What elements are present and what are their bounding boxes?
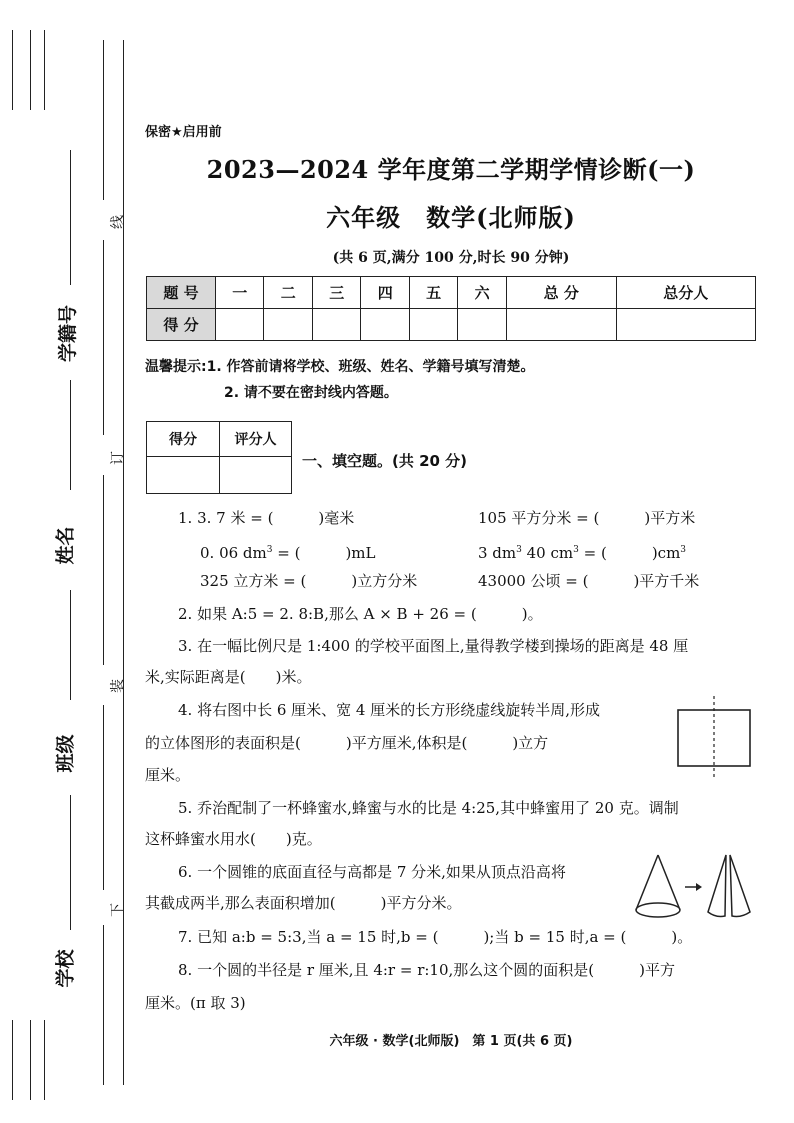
confidential-label: 保密★启用前 bbox=[145, 125, 222, 140]
field-label-name: 姓名 bbox=[54, 526, 77, 565]
binding-edge-line bbox=[30, 30, 31, 110]
score-row-label: 得 分 bbox=[147, 309, 216, 341]
question-6-line1: 6. 一个圆锥的底面直径与高都是 7 分米,如果从顶点沿高将 bbox=[178, 863, 566, 881]
question-1a: 1. 3. 7 米 = ( )毫米 bbox=[178, 509, 355, 527]
field-label-student-id: 学籍号 bbox=[57, 304, 80, 363]
question-1f: 43000 公顷 = ( )平方千米 bbox=[478, 572, 700, 590]
question-1e: 325 立方米 = ( )立方分米 bbox=[200, 572, 418, 590]
score-blank bbox=[361, 309, 409, 341]
score-cell: 五 bbox=[409, 277, 457, 309]
page-footer: 六年级 · 数学(北师版) 第 1 页(共 6 页) bbox=[329, 1034, 573, 1049]
name-write-line bbox=[70, 380, 71, 490]
seal-word: 订 bbox=[110, 451, 126, 465]
grader-score-label: 得分 bbox=[147, 422, 220, 457]
question-1d: 3 $dm^3$ 40 $cm^3$ = ( )$cm^3$ bbox=[478, 544, 687, 562]
question-8-line1: 8. 一个圆的半径是 r 厘米,且 4:r = r:10,那么这个圆的面积是( )平方 bbox=[178, 961, 675, 979]
score-cell: 三 bbox=[312, 277, 360, 309]
grader-name-label: 评分人 bbox=[220, 422, 292, 457]
tip-line-1: 温馨提示:1. 作答前请将学校、班级、姓名、学籍号填写清楚。 bbox=[145, 359, 535, 375]
score-cell: 总 分 bbox=[506, 277, 616, 309]
exam-title: 2023—2024 学年度第二学期学情诊断(一) bbox=[206, 155, 696, 184]
question-1b: 105 平方分米 = ( )平方米 bbox=[478, 509, 696, 527]
cone-figure bbox=[628, 850, 758, 925]
seal-line bbox=[103, 240, 104, 435]
question-4-line1: 4. 将右图中长 6 厘米、宽 4 厘米的长方形绕虚线旋转半周,形成 bbox=[178, 701, 601, 719]
binding-edge-line bbox=[12, 1020, 13, 1100]
score-table-score-row bbox=[147, 309, 756, 341]
question-3-line1: 3. 在一幅比例尺是 1:400 的学校平面图上,量得教学楼到操场的距离是 48 厘 bbox=[178, 637, 689, 655]
name-write-line bbox=[70, 150, 71, 285]
question-3-line2: 米,实际距离是( )米。 bbox=[145, 668, 312, 686]
score-table-header-row bbox=[147, 277, 756, 309]
exam-info: (共 6 页,满分 100 分,时长 90 分钟) bbox=[332, 250, 570, 266]
binding-edge-line bbox=[44, 30, 45, 110]
binding-edge-line bbox=[30, 1020, 31, 1100]
score-cell: 四 bbox=[361, 277, 409, 309]
field-label-class: 班级 bbox=[54, 734, 77, 773]
question-1c: 0. 06 $dm^3$ = ( )mL bbox=[200, 544, 376, 562]
question-2: 2. 如果 A:5 = 2. 8:B,那么 A × B + 26 = ( )。 bbox=[178, 605, 543, 623]
grader-box bbox=[146, 421, 292, 494]
seal-word: 装 bbox=[110, 679, 126, 693]
score-table bbox=[146, 276, 756, 341]
question-4-line3: 厘米。 bbox=[145, 766, 191, 784]
name-write-line bbox=[70, 795, 71, 930]
rectangle-figure bbox=[670, 693, 758, 783]
seal-line bbox=[103, 40, 104, 200]
binding-edge-line bbox=[44, 1020, 45, 1100]
seal-line bbox=[103, 925, 104, 1085]
name-write-line bbox=[70, 590, 71, 700]
seal-word: 下 bbox=[110, 903, 126, 917]
question-4-line2: 的立体图形的表面积是( )平方厘米,体积是( )立方 bbox=[145, 734, 549, 752]
grader-name-blank bbox=[220, 457, 292, 494]
question-6-line2: 其截成两半,那么表面积增加( )平方分米。 bbox=[145, 894, 462, 912]
score-cell: 一 bbox=[216, 277, 264, 309]
question-5-line2: 这杯蜂蜜水用水( )克。 bbox=[145, 830, 322, 848]
seal-line bbox=[103, 705, 104, 890]
score-blank bbox=[216, 309, 264, 341]
score-cell: 题 号 bbox=[147, 277, 216, 309]
seal-line-outer bbox=[123, 40, 124, 1085]
score-blank bbox=[506, 309, 616, 341]
field-label-school: 学校 bbox=[54, 949, 77, 988]
question-7: 7. 已知 a:b = 5:3,当 a = 15 时,b = ( );当 b = 15 时,a = ( )。 bbox=[178, 928, 693, 946]
score-cell: 总分人 bbox=[616, 277, 755, 309]
score-cell: 六 bbox=[458, 277, 506, 309]
score-blank bbox=[409, 309, 457, 341]
score-blank bbox=[264, 309, 312, 341]
binding-edge-line bbox=[12, 30, 13, 110]
exam-subtitle: 六年级 数学(北师版) bbox=[326, 203, 576, 232]
grader-score-blank bbox=[147, 457, 220, 494]
seal-word: 线 bbox=[110, 215, 126, 229]
score-blank bbox=[616, 309, 755, 341]
tip-line-2: 2. 请不要在密封线内答题。 bbox=[224, 385, 398, 401]
question-8-line2: 厘米。(π 取 3) bbox=[145, 994, 246, 1012]
section-title: 一、填空题。(共 20 分) bbox=[302, 452, 468, 470]
score-blank bbox=[312, 309, 360, 341]
score-cell: 二 bbox=[264, 277, 312, 309]
seal-line bbox=[103, 475, 104, 665]
score-blank bbox=[458, 309, 506, 341]
question-5-line1: 5. 乔治配制了一杯蜂蜜水,蜂蜜与水的比是 4:25,其中蜂蜜用了 20 克。调制 bbox=[178, 799, 679, 817]
